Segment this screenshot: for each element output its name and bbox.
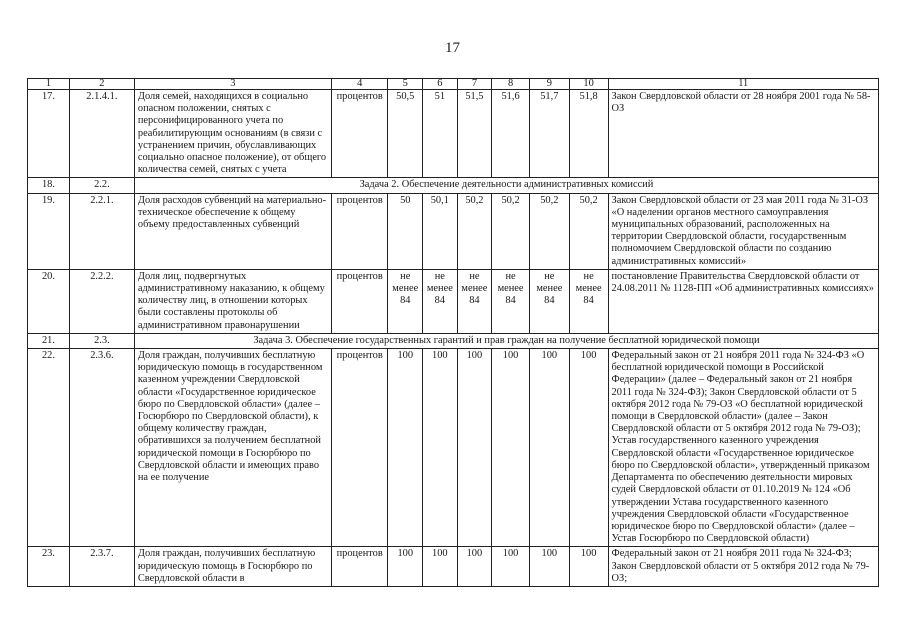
column-number: 7 bbox=[457, 79, 492, 90]
section-row bbox=[28, 333, 879, 348]
value-cell: 100 bbox=[388, 349, 423, 547]
table-row bbox=[28, 90, 879, 178]
unit: процентов bbox=[331, 193, 388, 269]
indicator-code: 2.3.6. bbox=[69, 349, 134, 547]
value-cell: не менее 84 bbox=[492, 269, 530, 333]
indicator-code: 2.3.7. bbox=[69, 547, 134, 587]
legal-source: Закон Свердловской области от 23 мая 2011 года № 31-ОЗ «О наделении органов местного самоуправления муниципальных образований, расположенных на территории Свердловской области, государственным полномочием Свердловской области по созданию административных комиссий» bbox=[608, 193, 879, 269]
value-cell: не менее 84 bbox=[569, 269, 608, 333]
column-number: 3 bbox=[134, 79, 331, 90]
value-cell: 100 bbox=[423, 349, 458, 547]
indicator-code: 2.2.1. bbox=[69, 193, 134, 269]
legal-source: Федеральный закон от 21 ноября 2011 года № 324-ФЗ «О бесплатной юридической помощи в Российской Федерации» (далее – Федеральный закон от 21 ноября 2011 года № 324-ФЗ); Закон Свердловской области от 5 октября 2012 года № 79-ОЗ «О бесплатной юридической помощи в Свердловской области» (далее – Закон Свердловской области от 5 октября 2012 года № 79-ОЗ); Устав государственного казенного учреждения Свердловской области «Государственное юридическое бюро по Свердловской области», утвержденный приказом Департамента по обеспечению деятельности мировых судей Свердловской области от 01.10.2019 № 124 «Об утверждении Устава государственного казенного учреждения Свердловской области «Государственное юридическое бюро по Свердловской области» (далее – Устав Госюрбюро по Свердловской области) bbox=[608, 349, 879, 547]
value-cell: 100 bbox=[492, 349, 530, 547]
value-cell: не менее 84 bbox=[529, 269, 569, 333]
column-number: 1 bbox=[28, 79, 70, 90]
legal-source: постановление Правительства Свердловской области от 24.08.2011 № 1128-ПП «Об административных комиссиях» bbox=[608, 269, 879, 333]
row-number: 19. bbox=[28, 193, 70, 269]
value-cell: 100 bbox=[492, 547, 530, 587]
indicator-code: 2.1.4.1. bbox=[69, 90, 134, 178]
page-number: 17 bbox=[445, 40, 460, 56]
indicator-name: Доля граждан, получивших бесплатную юридическую помощь в государственном казенном учреждении Свердловской области «Государственное юридическое бюро по Свердловской области» (далее – Госюрбюро по Свердловской области), к общему количеству граждан, обратившихся за получением бесплатной юридической помощи в Госюрбюро по Свердловской области и имеющих право на ее получение bbox=[134, 349, 331, 547]
value-cell: 50,5 bbox=[388, 90, 423, 178]
column-number: 5 bbox=[388, 79, 423, 90]
column-number-row bbox=[28, 79, 879, 90]
value-cell: 51,8 bbox=[569, 90, 608, 178]
value-cell: 100 bbox=[569, 349, 608, 547]
value-cell: 50,2 bbox=[457, 193, 492, 269]
row-number: 23. bbox=[28, 547, 70, 587]
value-cell: 50,2 bbox=[492, 193, 530, 269]
value-cell: 100 bbox=[529, 349, 569, 547]
table-row bbox=[28, 547, 879, 587]
row-number: 21. bbox=[28, 333, 70, 348]
value-cell: 50,1 bbox=[423, 193, 458, 269]
row-number: 22. bbox=[28, 349, 70, 547]
value-cell: 50,2 bbox=[529, 193, 569, 269]
unit: процентов bbox=[331, 90, 388, 178]
row-number: 20. bbox=[28, 269, 70, 333]
indicator-code: 2.2.2. bbox=[69, 269, 134, 333]
value-cell: 100 bbox=[423, 547, 458, 587]
value-cell: 51,6 bbox=[492, 90, 530, 178]
column-number: 8 bbox=[492, 79, 530, 90]
value-cell: не менее 84 bbox=[388, 269, 423, 333]
value-cell: 100 bbox=[457, 349, 492, 547]
value-cell: 100 bbox=[569, 547, 608, 587]
value-cell: 100 bbox=[457, 547, 492, 587]
row-number: 17. bbox=[28, 90, 70, 178]
indicators-table bbox=[27, 78, 879, 587]
indicator-name: Доля семей, находящихся в социально опасном положении, снятых с персонифицированного учета по реабилитирующим основаниям (в связи с устранением причин, обуславливающих социально опасное положение), от общего количества семей, снятых с учета bbox=[134, 90, 331, 178]
value-cell: 51 bbox=[423, 90, 458, 178]
column-number: 10 bbox=[569, 79, 608, 90]
indicator-name: Доля расходов субвенций на материально-техническое обеспечение к общему объему предоставленных субвенций bbox=[134, 193, 331, 269]
indicator-name: Доля граждан, получивших бесплатную юридическую помощь в Госюрбюро по Свердловской области в bbox=[134, 547, 331, 587]
value-cell: 51,7 bbox=[529, 90, 569, 178]
table-row bbox=[28, 349, 879, 547]
indicator-name: Доля лиц, подвергнутых административному наказанию, к общему количеству лиц, в отношении которых были составлены протоколы об административном правонарушении bbox=[134, 269, 331, 333]
value-cell: 50,2 bbox=[569, 193, 608, 269]
value-cell: 100 bbox=[388, 547, 423, 587]
unit: процентов bbox=[331, 547, 388, 587]
column-number: 6 bbox=[423, 79, 458, 90]
table-row bbox=[28, 269, 879, 333]
row-number: 18. bbox=[28, 178, 70, 193]
value-cell: не менее 84 bbox=[457, 269, 492, 333]
column-number: 11 bbox=[608, 79, 879, 90]
unit: процентов bbox=[331, 269, 388, 333]
value-cell: 51,5 bbox=[457, 90, 492, 178]
unit: процентов bbox=[331, 349, 388, 547]
value-cell: 50 bbox=[388, 193, 423, 269]
value-cell: не менее 84 bbox=[423, 269, 458, 333]
column-number: 4 bbox=[331, 79, 388, 90]
section-code: 2.3. bbox=[69, 333, 134, 348]
value-cell: 100 bbox=[529, 547, 569, 587]
legal-source: Закон Свердловской области от 28 ноября 2001 года № 58-ОЗ bbox=[608, 90, 879, 178]
section-row bbox=[28, 178, 879, 193]
section-title: Задача 2. Обеспечение деятельности административных комиссий bbox=[134, 178, 878, 193]
column-number: 2 bbox=[69, 79, 134, 90]
legal-source: Федеральный закон от 21 ноября 2011 года № 324-ФЗ; Закон Свердловской области от 5 октября 2012 года № 79-ОЗ; bbox=[608, 547, 879, 587]
table-row bbox=[28, 193, 879, 269]
section-title: Задача 3. Обеспечение государственных гарантий и прав граждан на получение бесплатной юридической помощи bbox=[134, 333, 878, 348]
section-code: 2.2. bbox=[69, 178, 134, 193]
column-number: 9 bbox=[529, 79, 569, 90]
